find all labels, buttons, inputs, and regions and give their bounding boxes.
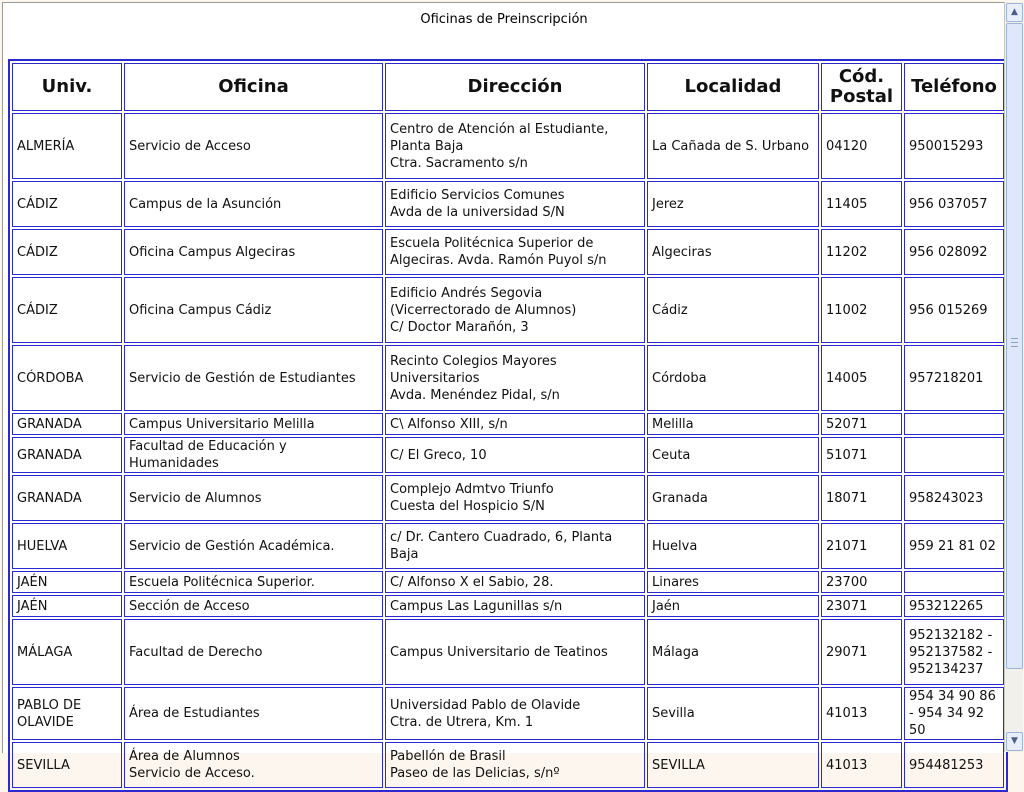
cell-direccion: Pabellón de Brasil Paseo de las Delicias, s/nº [385, 742, 645, 788]
cell-direccion: c/ Dr. Cantero Cuadrado, 6, Planta Baja [385, 523, 645, 569]
cell-telefono: 958243023 [904, 475, 1004, 521]
cell-univ: CÓRDOBA [12, 345, 122, 411]
table-row [12, 345, 1004, 411]
header-localidad: Localidad [647, 63, 819, 111]
cell-telefono: 956 015269 [904, 277, 1004, 343]
cell-univ: CÁDIZ [12, 277, 122, 343]
cell-direccion: Centro de Atención al Estudiante, Planta Baja Ctra. Sacramento s/n [385, 113, 645, 179]
cell-direccion: Universidad Pablo de Olavide Ctra. de Utrera, Km. 1 [385, 687, 645, 740]
cell-localidad: Melilla [647, 413, 819, 435]
cell-direccion: C\ Alfonso XIII, s/n [385, 413, 645, 435]
cell-localidad: Cádiz [647, 277, 819, 343]
cell-localidad: SEVILLA [647, 742, 819, 788]
scroll-up-button[interactable] [1006, 3, 1023, 22]
cell-univ: GRANADA [12, 475, 122, 521]
cell-localidad: Sevilla [647, 687, 819, 740]
cell-univ: ALMERÍA [12, 113, 122, 179]
cell-univ: JAÉN [12, 595, 122, 617]
cell-univ: GRANADA [12, 437, 122, 473]
table-row [12, 523, 1004, 569]
cell-cod-postal: 41013 [821, 742, 902, 788]
table-row [12, 475, 1004, 521]
cell-localidad: Ceuta [647, 437, 819, 473]
cell-oficina: Escuela Politécnica Superior. [124, 571, 383, 593]
cell-oficina: Servicio de Gestión Académica. [124, 523, 383, 569]
cell-oficina: Facultad de Derecho [124, 619, 383, 685]
cell-oficina: Servicio de Gestión de Estudiantes [124, 345, 383, 411]
cell-telefono [904, 413, 1004, 435]
cell-telefono: 954 34 90 86 - 954 34 92 50 [904, 687, 1004, 740]
cell-direccion: Campus Las Lagunillas s/n [385, 595, 645, 617]
cell-cod-postal: 23700 [821, 571, 902, 593]
table-row [12, 229, 1004, 275]
arrow-down-icon: ▼ [1011, 736, 1018, 746]
cell-cod-postal: 11202 [821, 229, 902, 275]
cell-telefono: 953212265 [904, 595, 1004, 617]
cell-oficina: Área de Estudiantes [124, 687, 383, 740]
cell-direccion: Edificio Servicios Comunes Avda de la universidad S/N [385, 181, 645, 227]
scroll-thumb[interactable] [1006, 23, 1023, 669]
cell-univ: GRANADA [12, 413, 122, 435]
cell-cod-postal: 29071 [821, 619, 902, 685]
cell-univ: SEVILLA [12, 742, 122, 788]
table-row [12, 437, 1004, 473]
cell-telefono: 952132182 - 952137582 - 952134237 [904, 619, 1004, 685]
cell-telefono: 954481253 [904, 742, 1004, 788]
cell-localidad: Huelva [647, 523, 819, 569]
cell-localidad: Linares [647, 571, 819, 593]
cell-univ: CÁDIZ [12, 181, 122, 227]
table-row [12, 595, 1004, 617]
cell-cod-postal: 21071 [821, 523, 902, 569]
cell-cod-postal: 18071 [821, 475, 902, 521]
cell-univ: MÁLAGA [12, 619, 122, 685]
cell-telefono: 957218201 [904, 345, 1004, 411]
cell-cod-postal: 52071 [821, 413, 902, 435]
cell-direccion: Edificio Andrés Segovia (Vicerrectorado de Alumnos) C/ Doctor Marañón, 3 [385, 277, 645, 343]
cell-oficina: Campus de la Asunción [124, 181, 383, 227]
cell-univ: JAÉN [12, 571, 122, 593]
cell-direccion: Escuela Politécnica Superior de Algeciras. Avda. Ramón Puyol s/n [385, 229, 645, 275]
cell-cod-postal: 14005 [821, 345, 902, 411]
scroll-down-button[interactable] [1006, 732, 1023, 751]
cell-oficina: Servicio de Alumnos [124, 475, 383, 521]
cell-direccion: Campus Universitario de Teatinos [385, 619, 645, 685]
header-row [12, 63, 1004, 111]
cell-oficina: Servicio de Acceso [124, 113, 383, 179]
cell-telefono: 956 028092 [904, 229, 1004, 275]
cell-univ: PABLO DE OLAVIDE [12, 687, 122, 740]
cell-telefono: 956 037057 [904, 181, 1004, 227]
cell-oficina: Sección de Acceso [124, 595, 383, 617]
cell-cod-postal: 51071 [821, 437, 902, 473]
cell-oficina: Oficina Campus Cádiz [124, 277, 383, 343]
header-oficina: Oficina [124, 63, 383, 111]
cell-telefono [904, 437, 1004, 473]
cell-localidad: La Cañada de S. Urbano [647, 113, 819, 179]
cell-oficina: Área de Alumnos Servicio de Acceso. [124, 742, 383, 788]
cell-localidad: Jerez [647, 181, 819, 227]
cell-localidad: Córdoba [647, 345, 819, 411]
arrow-up-icon: ▲ [1011, 7, 1018, 17]
cell-cod-postal: 04120 [821, 113, 902, 179]
cell-cod-postal: 11405 [821, 181, 902, 227]
table-row [12, 277, 1004, 343]
grip-icon [1011, 338, 1018, 347]
cell-telefono: 950015293 [904, 113, 1004, 179]
offices-table [8, 59, 1008, 792]
page-title: Oficinas de Preinscripción [420, 12, 588, 27]
header-cod-postal: Cód. Postal [821, 63, 902, 111]
cell-direccion: Recinto Colegios Mayores Universitarios Avda. Menéndez Pidal, s/n [385, 345, 645, 411]
cell-direccion: C/ El Greco, 10 [385, 437, 645, 473]
header-telefono: Teléfono [904, 63, 1004, 111]
page-viewport [2, 2, 1005, 781]
cell-localidad: Granada [647, 475, 819, 521]
cell-oficina: Oficina Campus Algeciras [124, 229, 383, 275]
cell-cod-postal: 41013 [821, 687, 902, 740]
cell-localidad: Jaén [647, 595, 819, 617]
cell-localidad: Málaga [647, 619, 819, 685]
cell-telefono [904, 571, 1004, 593]
cell-oficina: Campus Universitario Melilla [124, 413, 383, 435]
table-row [12, 742, 1004, 788]
cell-cod-postal: 11002 [821, 277, 902, 343]
table-row [12, 181, 1004, 227]
table-row [12, 571, 1004, 593]
cell-direccion: C/ Alfonso X el Sabio, 28. [385, 571, 645, 593]
cell-telefono: 959 21 81 02 [904, 523, 1004, 569]
cell-univ: CÁDIZ [12, 229, 122, 275]
cell-oficina: Facultad de Educación y Humanidades [124, 437, 383, 473]
table-row [12, 619, 1004, 685]
header-univ: Univ. [12, 63, 122, 111]
cell-direccion: Complejo Admtvo Triunfo Cuesta del Hospicio S/N [385, 475, 645, 521]
cell-cod-postal: 23071 [821, 595, 902, 617]
table-row [12, 687, 1004, 740]
table-row [12, 413, 1004, 435]
header-direccion: Dirección [385, 63, 645, 111]
cell-univ: HUELVA [12, 523, 122, 569]
vertical-scrollbar[interactable] [1004, 2, 1023, 752]
cell-localidad: Algeciras [647, 229, 819, 275]
table-row [12, 113, 1004, 179]
